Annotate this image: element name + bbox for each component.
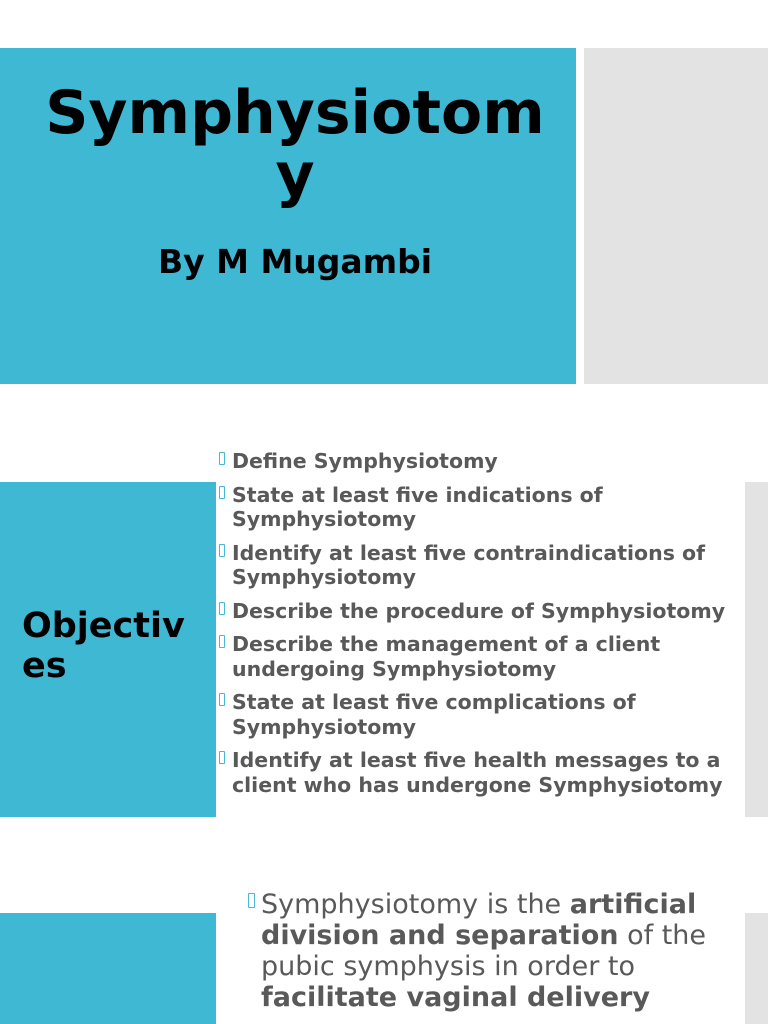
list-item-text: Identify at least five health messages to a client who has undergone Symphysiotomy: [232, 748, 723, 797]
list-item-text: Describe the management of a client undergoing Symphysiotomy: [232, 632, 661, 681]
bullet-icon: [219, 486, 225, 499]
bullet-icon: [248, 893, 255, 908]
bullet-icon: [219, 602, 225, 615]
definition-text: of the pubic symphysis in order to: [261, 920, 706, 982]
definition-text: Symphysiotomy is the: [261, 889, 570, 920]
list-item-text: State at least five indications of Symphysiotomy: [232, 482, 603, 531]
bullet-icon: [219, 693, 225, 706]
list-item: [218, 632, 748, 681]
slide-subtitle-author: By M Mugambi: [157, 242, 433, 281]
list-item: [218, 748, 748, 797]
definition-side-panel: [745, 913, 768, 1024]
list-item-text: Describe the procedure of Symphysiotomy: [232, 598, 726, 623]
bullet-icon: [219, 751, 225, 764]
list-item: [218, 449, 748, 474]
list-item: [218, 483, 748, 532]
list-item: [218, 599, 748, 624]
definition-bold-text: artificial division and separation: [261, 889, 697, 951]
list-item-text: Define Symphysiotomy: [232, 449, 498, 473]
list-item: [218, 541, 748, 590]
definition-title-panel: [0, 913, 216, 1024]
definition-paragraph: [247, 889, 741, 1024]
slide-title: Symphysiotomy: [45, 78, 545, 210]
bullet-icon: [219, 452, 225, 465]
bullet-icon: [219, 544, 225, 557]
objectives-side-panel: [745, 482, 768, 817]
objectives-heading: Objectives: [22, 606, 185, 686]
definition-bold-text: facilitate vaginal delivery: [261, 982, 650, 1013]
list-item-text: State at least five complications of Symphysiotomy: [232, 690, 636, 739]
objectives-list: [218, 449, 748, 806]
title-slide-side-panel: [584, 48, 768, 384]
bullet-icon: [219, 635, 225, 648]
list-item-text: Identify at least five contraindications of Symphysiotomy: [232, 540, 706, 589]
list-item: [218, 690, 748, 739]
